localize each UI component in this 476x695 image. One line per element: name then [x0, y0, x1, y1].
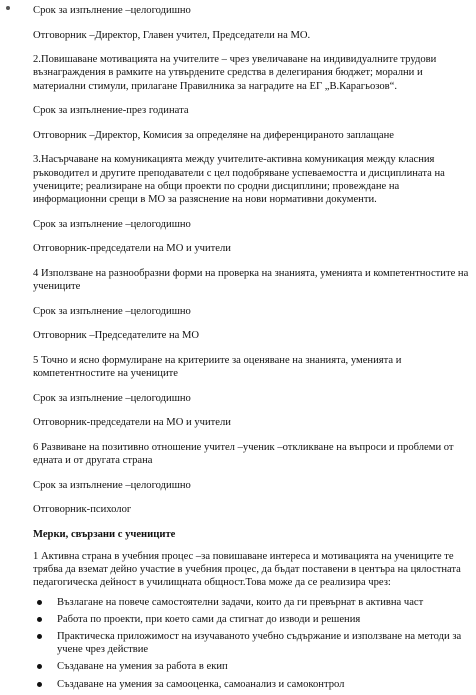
list-item [33, 678, 473, 691]
list-item [33, 613, 473, 626]
list-item-text: Създаване на умения за работа в екип [57, 661, 228, 673]
list-item [33, 596, 473, 609]
paragraph: 4 Използване на разнообразни форми на проверка на знанията, уменията и компетентностите на учениците [33, 267, 469, 292]
paragraph: Срок за изпълнение-през годината [33, 105, 189, 117]
paragraph: Отговорник-председатели на МО и учители [33, 243, 231, 255]
paragraph: 5 Точно и ясно формулиране на критериите за оценяване на знанията, уменията и компетентностите на учениците [33, 354, 402, 379]
section-intro: 1 Активна страна в учебния процес –за повишаване интереса и мотивацията на учениците те трябва да вземат дейно участие в учебния процес, да бъдат поставени в центъра на цялостната педагогическа дейност в училищната общност.Това може да се реализира чрез: [33, 550, 461, 589]
list-item [33, 660, 473, 673]
paragraph: Срок за изпълнение –целогодишно [33, 305, 191, 317]
paragraph: Отговорник –Председателите на МО [33, 330, 200, 342]
section-heading: Мерки, свързани с учениците [33, 528, 176, 540]
bullet-icon [37, 634, 42, 639]
list-item [33, 630, 473, 656]
paragraph: Срок за изпълнение –целогодишно [33, 5, 191, 16]
paragraph: Отговорник –Директор, Комисия за определяне на диференцираното заплащане [33, 129, 394, 141]
paragraph: Отговорник-психолог [33, 504, 132, 516]
paragraph: Срок за изпълнение –целогодишно [33, 479, 191, 491]
bullet-icon [37, 617, 42, 622]
bullet-icon [37, 682, 42, 687]
paragraph: 2.Повишаване мотивацията на учителите – чрез увеличаване на индивидуалните трудови възнаграждения в рамките на утвърдените средства в делегирания бюджет; морални и материални стимули, прилагане Правилника за наградите на ЕГ „В.Карагьозов“. [33, 54, 437, 92]
paragraph: Отговорник-председатели на МО и учители [33, 417, 231, 429]
paragraph: 3.Насърчаване на комуникацията между учителите-активна комуникация между класния ръководител и другите преподаватели с цел подобряване успеваемостта и дисциплината на учениците; реализиране на общи проекти по сродни дисциплини; провеждане на информационни срещи в МО за разяснение на нови нормативни документи. [33, 154, 445, 205]
paragraph: Срок за изпълнение –целогодишно [33, 392, 191, 404]
paragraph: Отговорник –Директор, Главен учител, Председатели на МО. [33, 29, 311, 41]
bullet-icon [37, 600, 42, 605]
list-item-text: Създаване на умения за самооценка, самоанализ и самоконтрол [57, 678, 345, 690]
scan-speck [6, 6, 10, 10]
paragraph: 6 Развиване на позитивно отношение учител –ученик –откликване на въпроси и проблеми от едната и от другата страна [33, 441, 454, 466]
bullet-list [33, 596, 473, 691]
document-body [33, 4, 473, 695]
list-item-text: Работа по проекти, при което сами да стигнат до изводи и решения [57, 613, 361, 625]
paragraph: Срок за изпълнение –целогодишно [33, 218, 191, 230]
list-item-text: Възлагане на повече самостоятелни задачи, които да ги превърнат в активна част [57, 596, 424, 608]
bullet-icon [37, 664, 42, 669]
list-item-text: Практическа приложимост на изучаваното учебно съдържание и използване на методи за учене чрез действие [57, 630, 462, 656]
